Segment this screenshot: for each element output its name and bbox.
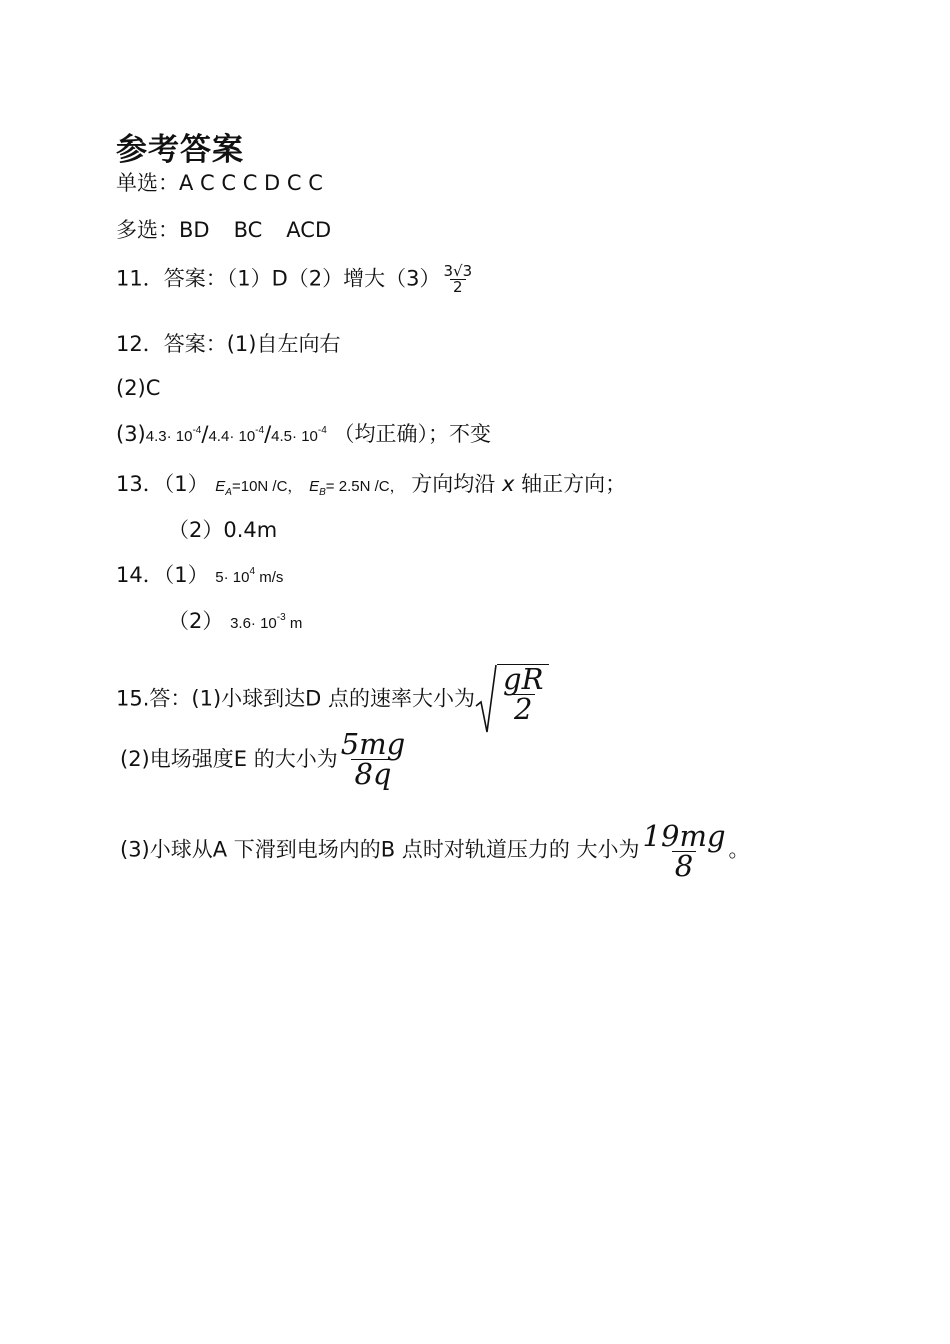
q15-p2-fraction: $\frac{5mg}{8q}$ (340, 727, 406, 791)
multi-label: 多选： (116, 218, 179, 242)
page-title: 参考答案 (116, 132, 244, 168)
question-13-part1: 13．（1） $E_A=10N$ /C， $E_B= 2.5N$ /C， 方向均沿 x 轴正方向； (116, 472, 627, 498)
q11-numerator: 3√3 (443, 262, 473, 280)
question-14-part1: 14．（1） $5\cdot 10^4$ m/s (116, 563, 284, 587)
multi-answer-1: BD (179, 218, 210, 242)
q15-p1-numerator: gR (503, 662, 544, 696)
question-12-part1: 12．答案：(1)自左向右 (116, 332, 341, 356)
q12-suffix: （均正确）；不变 (333, 422, 491, 446)
q15-p1-denominator: 2 (511, 694, 535, 724)
multi-choice-answers (116, 220, 331, 241)
q12-value-1: $4.3\cdot 10^{-4}$ (145, 425, 202, 445)
q12-value-2: $4.4\cdot 10^{-4}$ (208, 425, 265, 445)
q14-value-1: $5\cdot 10^4$ m/s (215, 566, 284, 586)
q11-denominator: 2 (450, 279, 466, 295)
q14-value-2: $3.6\cdot 10^{-3}$ m (230, 612, 303, 632)
q13-eb: $E_B= 2.5N$ /C， (309, 478, 405, 498)
single-choice-answers: 单选：A C C C D C C (116, 171, 323, 195)
question-15-part3: (3)小球从A 下滑到电场内的B 点时对轨道压力的 大小为 $\frac{19mg}{8}$ 。 (120, 819, 750, 878)
q15-p3-fraction: $\frac{19mg}{8}$ (642, 819, 726, 878)
q12-p3-prefix: (3) (116, 422, 146, 446)
multi-answer-2: BC (233, 218, 263, 242)
question-14-part2: （2） $3.6\cdot 10^{-3}$ m (168, 609, 303, 633)
q13-ea: $E_A=10N$ /C， (215, 478, 303, 498)
question-13-part2: （2）0.4m (168, 518, 278, 542)
question-11 (116, 264, 475, 295)
question-15-part1: 15.答：(1)小球到达D 点的速率大小为 $\frac{gR}{2}$ (116, 664, 549, 734)
sqrt-sign-icon (475, 664, 497, 734)
question-12-part3: $(3)4.3\cdot 10^{-4}/4.4\cdot 10^{-4}/4.5\cdot 10^{-4}$ （均正确）；不变 (116, 422, 491, 446)
q15-sqrt (475, 664, 549, 734)
q11-text: 11．答案：（1）D（2）增大（3） (116, 266, 441, 291)
q12-value-3: $4.5\cdot 10^{-4}$ (271, 425, 327, 445)
question-12-part2: (2)C (116, 376, 161, 400)
question-15-part2: (2)电场强度E 的大小为 $\frac{5mg}{8q}$ (120, 730, 408, 789)
multi-answer-3: ACD (286, 218, 332, 242)
q11-fraction (440, 264, 475, 295)
